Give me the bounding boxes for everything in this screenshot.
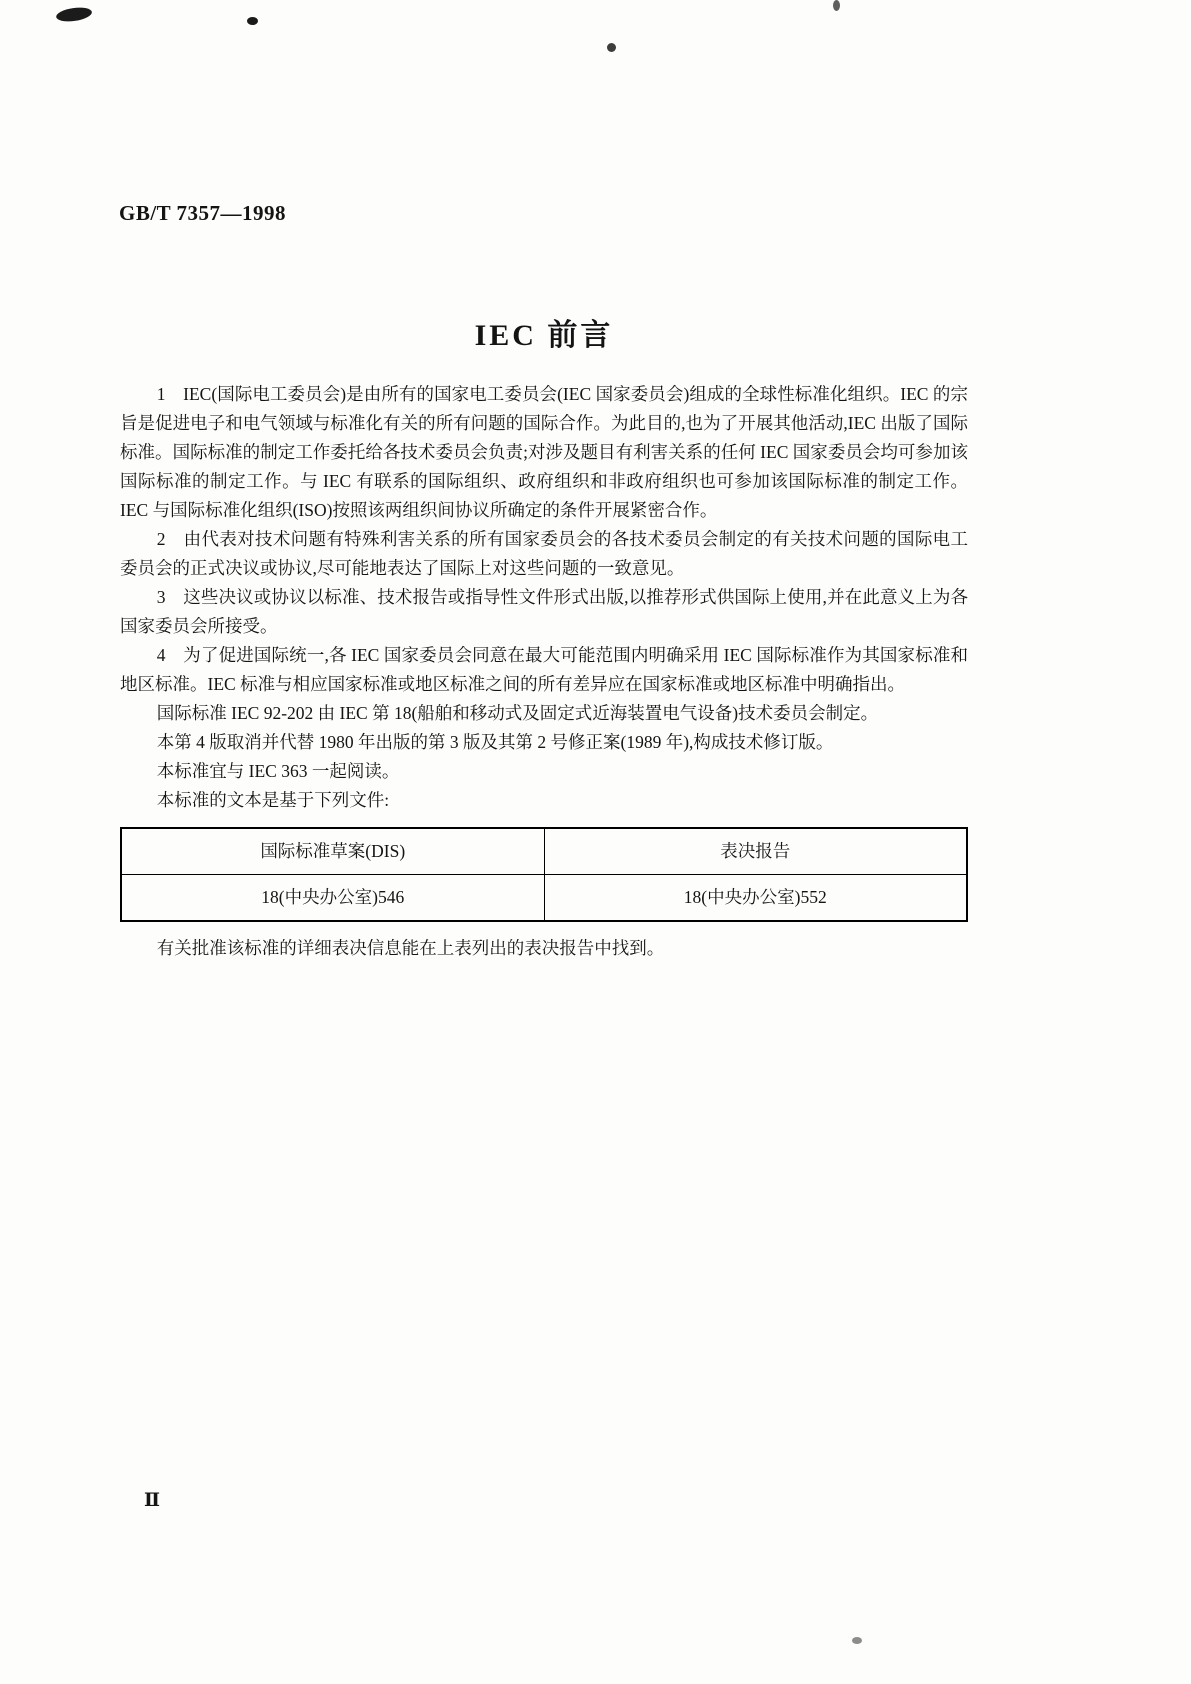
- paragraph-6: 本第 4 版取消并代替 1980 年出版的第 3 版及其第 2 号修正案(1989 年),构成技术修订版。: [156, 732, 834, 752]
- scan-artifact: [607, 43, 616, 52]
- scan-artifact: [833, 0, 840, 11]
- ballot-table: [120, 827, 968, 922]
- page-title: IEC 前言: [474, 319, 614, 352]
- paragraph-8: 本标准的文本是基于下列文件:: [156, 790, 390, 810]
- paragraph-5: 国际标准 IEC 92-202 由 IEC 第 18(船舶和移动式及固定式近海装置电气设备)技术委员会制定。: [156, 703, 879, 723]
- scan-artifact: [55, 6, 92, 24]
- foreword-body: [120, 380, 968, 963]
- scan-artifact: [852, 1637, 862, 1644]
- table-header-dis: 国际标准草案(DIS): [121, 828, 544, 875]
- table-cell-vote-report: 18(中央办公室)552: [544, 875, 967, 922]
- page-number: Ⅱ: [144, 1490, 161, 1511]
- closing-note: 有关批准该标准的详细表决信息能在上表列出的表决报告中找到。: [156, 938, 665, 958]
- paragraph-1: 1 IEC(国际电工委员会)是由所有的国家电工委员会(IEC 国家委员会)组成的全球性标准化组织。IEC 的宗旨是促进电子和电气领域与标准化有关的所有问题的国际合作。为此目的,也为了开展其他活动,IEC 出版了国际标准。国际标准的制定工作委托给各技术委员会负责;对涉及题目有利害关系的任何 IEC 国家委员会均可参加该国际标准的制定工作。与 IEC 有联系的国际组织、政府组织和非政府组织也可参加该国际标准的制定工作。IEC 与国际标准化组织(ISO)按照该两组织间协议所确定的条件开展紧密合作。: [120, 384, 968, 520]
- scan-artifact: [247, 17, 258, 25]
- paragraph-4: 4 为了促进国际统一,各 IEC 国家委员会同意在最大可能范围内明确采用 IEC 国际标准作为其国家标准和地区标准。IEC 标准与相应国家标准或地区标准之间的所有差异应在国家标准或地区标准中明确指出。: [120, 645, 968, 694]
- paragraph-7: 本标准宜与 IEC 363 一起阅读。: [156, 761, 400, 781]
- table-cell-dis: 18(中央办公室)546: [121, 875, 544, 922]
- table-header-row: [121, 828, 967, 875]
- standard-code: GB/T 7357—1998: [119, 201, 287, 225]
- paragraph-3: 3 这些决议或协议以标准、技术报告或指导性文件形式出版,以推荐形式供国际上使用,并在此意义上为各国家委员会所接受。: [120, 587, 968, 636]
- table-row: [121, 875, 967, 922]
- paragraph-2: 2 由代表对技术问题有特殊利害关系的所有国家委员会的各技术委员会制定的有关技术问题的国际电工委员会的正式决议或协议,尽可能地表达了国际上对这些问题的一致意见。: [120, 529, 968, 578]
- table-header-vote-report: 表决报告: [544, 828, 967, 875]
